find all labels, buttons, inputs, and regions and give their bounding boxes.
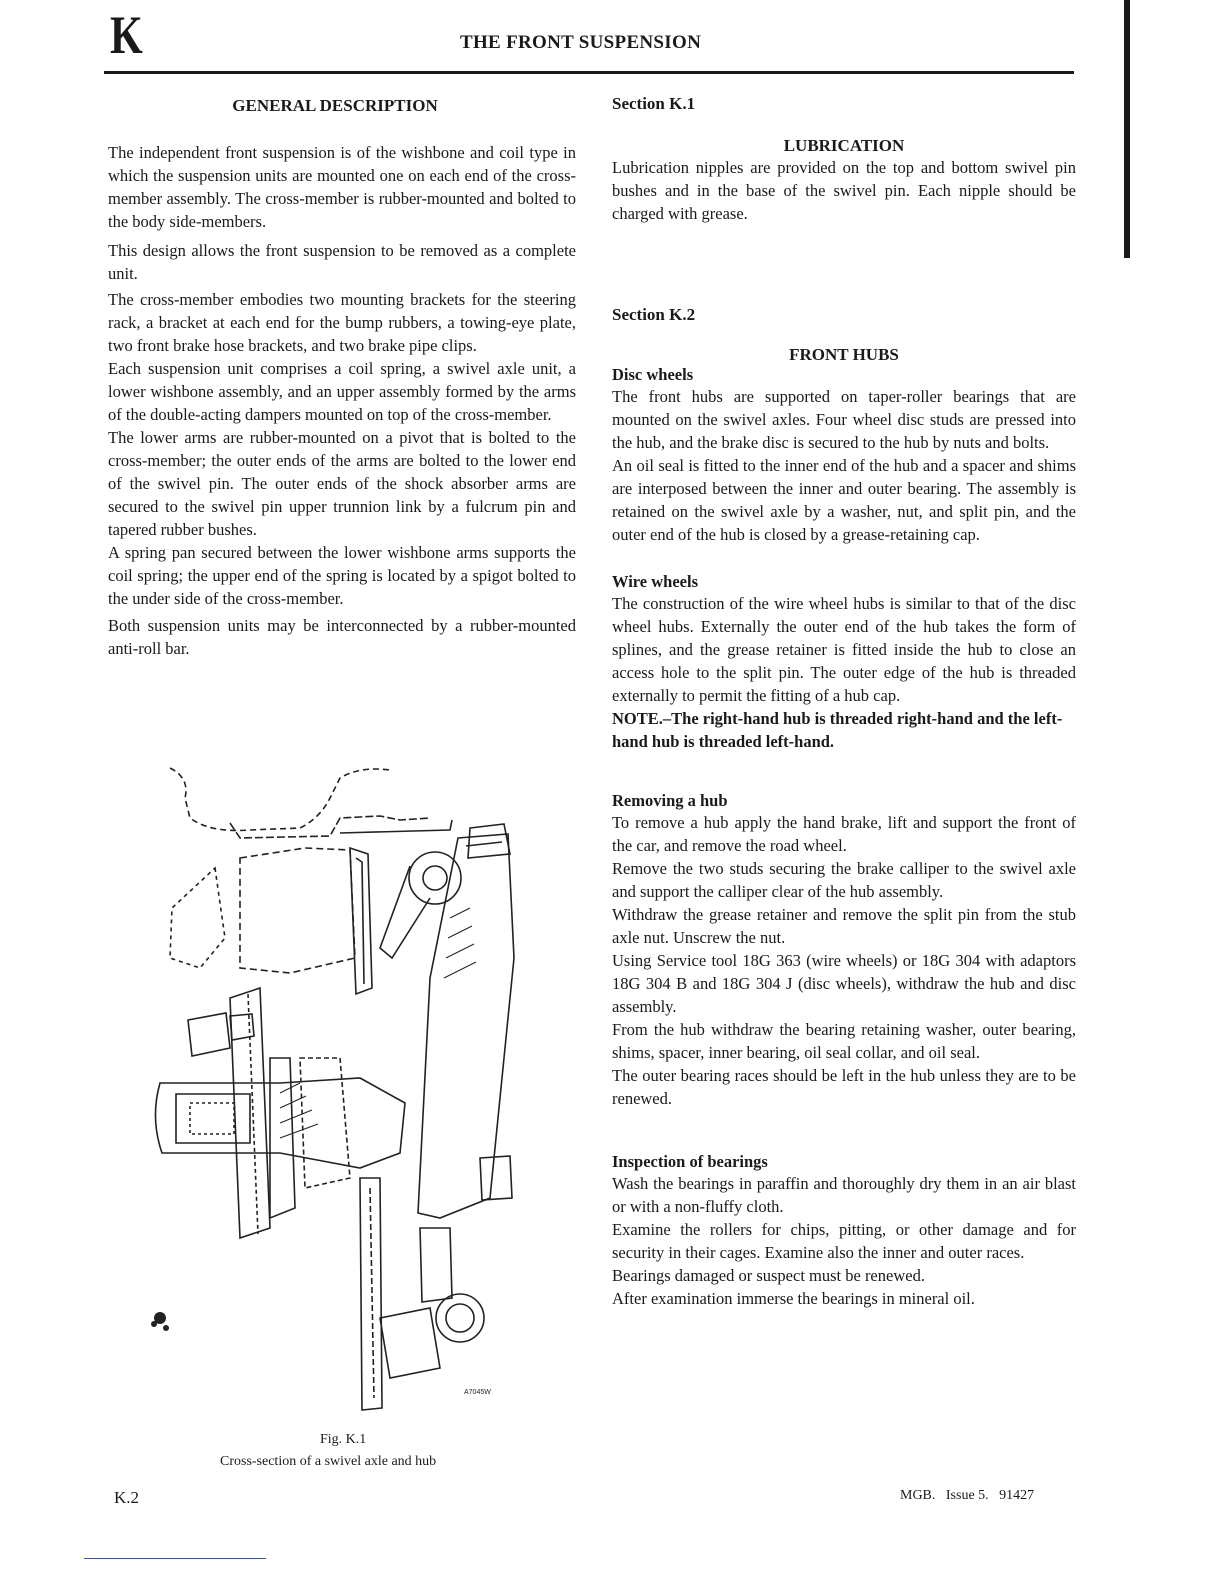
right-edge-bar bbox=[1124, 0, 1130, 258]
lubrication-heading: LUBRICATION bbox=[783, 136, 905, 155]
paragraph: Both suspension units may be interconnected by a rubber-mounted anti-roll bar. bbox=[108, 616, 576, 658]
paragraph: A spring pan secured between the lower wishbone arms supports the coil spring; the upper end of the spring is located by a spigot bolted to the under side of the cross-member. bbox=[108, 543, 576, 608]
page-title: THE FRONT SUSPENSION bbox=[460, 32, 702, 53]
paragraph: Examine the rollers for chips, pitting, or other damage and for security in their cages. Examine also the inner and outer races. bbox=[612, 1220, 1076, 1262]
right-column bbox=[612, 94, 1076, 1310]
header-rule bbox=[104, 71, 1074, 74]
removing-hub-heading: Removing a hub bbox=[612, 791, 728, 810]
figure-cross-section bbox=[130, 758, 550, 1418]
left-column bbox=[108, 96, 576, 660]
paragraph: The lower arms are rubber-mounted on a pivot that is bolted to the cross-member; the outer ends of the arms are bolted to the lower end of the swivel pin. The outer ends of the shock absorber arms are secured to the swivel pin upper trunnion link by a fulcrum pin and tapered rubber bushes. bbox=[108, 428, 576, 539]
paragraph: The independent front suspension is of the wishbone and coil type in which the suspension units are mounted one on each end of the cross-member assembly. The cross-member is rubber-mounted and bolted to the body side-members. bbox=[108, 143, 576, 231]
lubrication-text: Lubrication nipples are provided on the top and bottom swivel pin bushes and in the base of the swivel pin. Each nipple should be charged with grease. bbox=[612, 158, 1076, 223]
paragraph: Wash the bearings in paraffin and thoroughly dry them in an air blast or with a non-fluffy cloth. bbox=[612, 1174, 1076, 1216]
paragraph: An oil seal is fitted to the inner end of the hub and a spacer and shims are interposed between the inner and outer bearing. The assembly is retained on the swivel axle by a washer, nut, and split pin, and the outer end of the hub is closed by a grease-retaining cap. bbox=[612, 456, 1076, 544]
inspection-heading: Inspection of bearings bbox=[612, 1152, 768, 1171]
paragraph: Using Service tool 18G 363 (wire wheels) or 18G 304 with adaptors 18G 304 B and 18G 304 J (disc wheels), withdraw the hub and disc assembly. bbox=[612, 951, 1076, 1016]
paragraph: The outer bearing races should be left in the hub unless they are to be renewed. bbox=[612, 1066, 1076, 1108]
front-hubs-heading: FRONT HUBS bbox=[789, 345, 899, 364]
section-letter: K bbox=[110, 5, 143, 65]
paragraph: The cross-member embodies two mounting brackets for the steering rack, a bracket at each end for the bump rubbers, a towing-eye plate, two front brake hose brackets, and two brake pipe clips. bbox=[108, 290, 576, 355]
figure-stamp: A7045W bbox=[464, 1389, 491, 1396]
general-description-heading: GENERAL DESCRIPTION bbox=[232, 96, 438, 115]
figure-number: Fig. K.1 bbox=[320, 1432, 367, 1447]
wire-wheels-heading: Wire wheels bbox=[612, 572, 699, 591]
paragraph: Bearings damaged or suspect must be renewed. bbox=[612, 1266, 925, 1285]
disc-wheels-heading: Disc wheels bbox=[612, 365, 694, 384]
footer-link-line bbox=[84, 1558, 266, 1559]
section-k1-label: Section K.1 bbox=[612, 94, 696, 113]
paragraph: From the hub withdraw the bearing retaining washer, outer bearing, shims, spacer, inner bearing, oil seal collar, and oil seal. bbox=[612, 1020, 1076, 1062]
page-number: K.2 bbox=[114, 1488, 140, 1507]
issue-info: MGB. Issue 5. 91427 bbox=[900, 1488, 1035, 1503]
cross-section-drawing bbox=[130, 758, 550, 1418]
paragraph: After examination immerse the bearings in mineral oil. bbox=[612, 1289, 975, 1308]
section-k2-label: Section K.2 bbox=[612, 305, 696, 324]
note-threading: NOTE.–The right-hand hub is threaded right-hand and the left-hand hub is threaded left-hand. bbox=[612, 709, 1063, 751]
paragraph: To remove a hub apply the hand brake, lift and support the front of the car, and remove the road wheel. bbox=[612, 813, 1076, 855]
paragraph: This design allows the front suspension to be removed as a complete unit. bbox=[108, 241, 576, 283]
paragraph: Remove the two studs securing the brake calliper to the swivel axle and support the calliper clear of the hub assembly. bbox=[612, 859, 1076, 901]
paragraph: Each suspension unit comprises a coil spring, a swivel axle unit, a lower wishbone assembly, and an upper assembly formed by the arms of the double-acting dampers mounted on top of the cross-member. bbox=[108, 359, 576, 424]
paragraph: Withdraw the grease retainer and remove the split pin from the stub axle nut. Unscrew the nut. bbox=[612, 905, 1076, 947]
wire-wheels-text: The construction of the wire wheel hubs is similar to that of the disc wheel hubs. Externally the outer end of the hub takes the form of splines, and the grease retainer is fitted inside the hub to close an access hole to the split pin. The outer edge of the hub is threaded externally to permit the fitting of a hub cap. bbox=[612, 594, 1076, 705]
figure-caption: Cross-section of a swivel axle and hub bbox=[220, 1454, 437, 1469]
paragraph: The front hubs are supported on taper-roller bearings that are mounted on the swivel axles. Four wheel disc studs are pressed into the hub, and the brake disc is secured to the hub by nuts and bolts. bbox=[612, 387, 1076, 452]
